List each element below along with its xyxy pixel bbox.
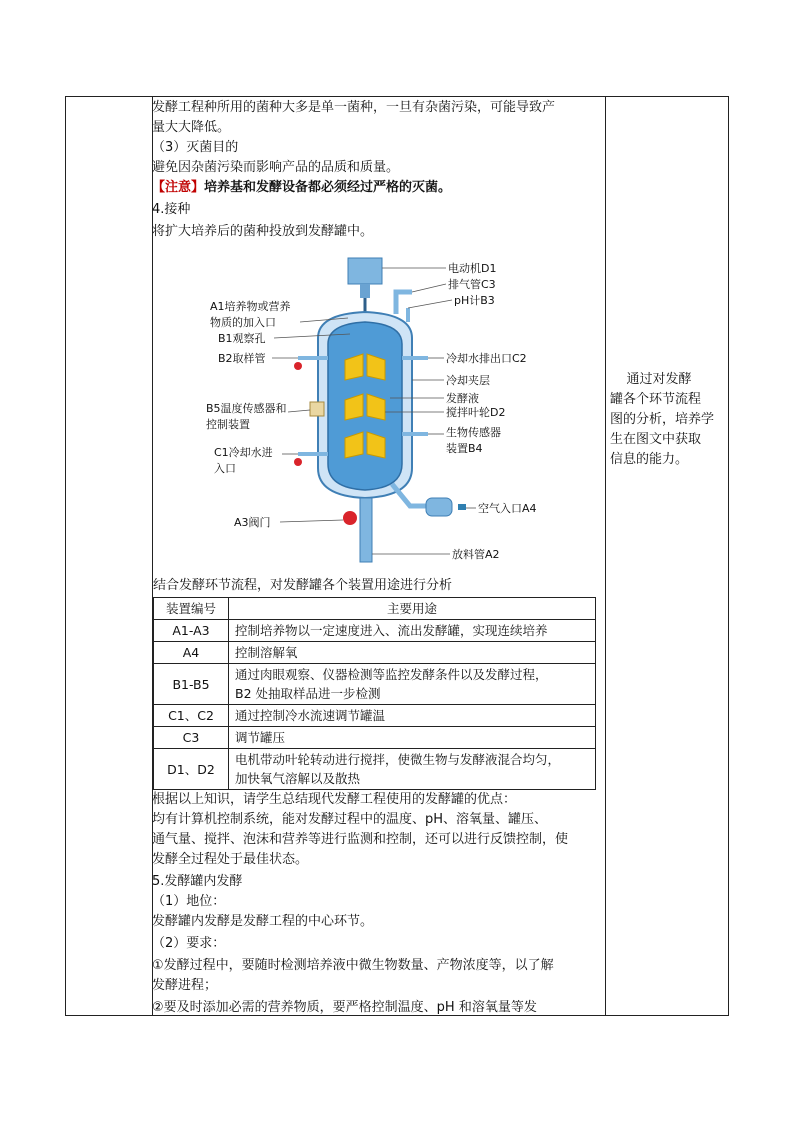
table-row <box>154 664 596 705</box>
table-cell-use: 控制培养物以一定速度进入、流出发酵罐，实现连续培养 <box>229 620 596 642</box>
label-a3: A3阀门 <box>234 516 271 529</box>
table-cell-use: 电机带动叶轮转动进行搅拌，使微生物与发酵液混合均匀， 加快氧气溶解以及散热 <box>229 749 596 790</box>
cooling-inlet-valve <box>294 458 302 466</box>
label-d2: 搅拌叶轮D2 <box>446 406 506 419</box>
table-header-use: 主要用途 <box>229 598 596 620</box>
label-c1-line2: 入口 <box>214 462 236 475</box>
table-row <box>154 727 596 749</box>
device-function-table <box>153 597 596 790</box>
table-header-code: 装置编号 <box>154 598 229 620</box>
label-b2: B2取样管 <box>218 352 266 365</box>
label-b4-line2: 装置B4 <box>446 442 483 455</box>
summary-line-3: 发酵全过程处于最佳状态。 <box>152 852 309 867</box>
inoculation-text: 将扩大培养后的菌种投放到发酵罐中。 <box>152 224 374 239</box>
table-row <box>154 642 596 664</box>
position-text: 发酵罐内发酵是发酵工程的中心环节。 <box>152 914 374 929</box>
table-cell-code: B1-B5 <box>154 664 229 705</box>
sterilization-text: 避免因杂菌污染而影响产品的品质和质量。 <box>152 160 400 175</box>
table-caption: 结合发酵环节流程，对发酵罐各个装置用途进行分析 <box>153 578 453 593</box>
label-b5-line1: B5温度传感器和 <box>206 402 287 415</box>
side-note-line: 信息的能力。 <box>610 452 689 467</box>
side-note-line: 罐各个环节流程 <box>610 392 702 407</box>
label-b4-line1: 生物传感器 <box>446 426 501 439</box>
label-liquid: 发酵液 <box>446 392 479 405</box>
table-cell-code: A4 <box>154 642 229 664</box>
label-a1-line1: A1培养物或营养 <box>210 300 291 313</box>
label-b3: pH计B3 <box>454 294 495 307</box>
label-a2: 放料管A2 <box>452 548 500 561</box>
a3-valve-icon <box>343 511 357 525</box>
label-a4: 空气入口A4 <box>478 502 537 515</box>
label-d1: 电动机D1 <box>448 262 497 275</box>
label-jacket: 冷却夹层 <box>446 374 490 387</box>
requirement-1-line2: 发酵进程； <box>152 978 218 993</box>
side-note-line: 通过对发酵 <box>610 372 692 387</box>
intro-line-1: 发酵工程种所用的菌种大多是单一菌种，一旦有杂菌污染，可能导致产 <box>152 100 556 115</box>
motor-icon <box>348 258 382 284</box>
table-cell-use: 通过肉眼观察、仪器检测等监控发酵条件以及发酵过程， B2 处抽取样品进一步检测 <box>229 664 596 705</box>
label-c3: 排气管C3 <box>448 278 496 291</box>
summary-line-2: 通气量、搅拌、泡沫和营养等进行监测和控制，还可以进行反馈控制，使 <box>152 832 569 847</box>
label-a1-line2: 物质的加入口 <box>210 316 276 329</box>
fermentation-liquid <box>328 322 402 490</box>
heading-position: （1）地位： <box>152 894 226 909</box>
table-cell-code: D1、D2 <box>154 749 229 790</box>
note-prefix: 【注意】 <box>152 180 205 195</box>
air-filter <box>426 498 452 516</box>
table-cell-code: C1、C2 <box>154 705 229 727</box>
table-cell-code: A1-A3 <box>154 620 229 642</box>
heading-inoculation: 4.接种 <box>152 202 191 217</box>
table-row <box>154 749 596 790</box>
heading-requirements: （2）要求： <box>152 936 226 951</box>
label-c2: 冷却水排出口C2 <box>446 352 527 365</box>
table-cell-use: 通过控制冷水流速调节罐温 <box>229 705 596 727</box>
design-intent-note <box>610 370 722 470</box>
air-pipe <box>392 484 426 506</box>
intro-line-2: 量大大降低。 <box>152 120 231 135</box>
table-row <box>154 620 596 642</box>
side-note-line: 图的分析，培养学 <box>610 412 715 427</box>
side-note-line: 生在图文中获取 <box>610 432 702 447</box>
sampling-valve <box>294 362 302 370</box>
table-header-row <box>154 598 596 620</box>
label-b5-line2: 控制装置 <box>206 418 250 431</box>
discharge-pipe <box>360 498 372 562</box>
column-divider-right <box>605 96 606 1016</box>
label-b1: B1观察孔 <box>218 332 266 345</box>
table-cell-code: C3 <box>154 727 229 749</box>
temperature-sensor <box>310 402 324 416</box>
heading-sterilization-purpose: （3）灭菌目的 <box>152 140 239 155</box>
table-cell-use: 控制溶解氧 <box>229 642 596 664</box>
summary-question: 根据以上知识，请学生总结现代发酵工程使用的发酵罐的优点： <box>152 792 517 807</box>
table-row <box>154 705 596 727</box>
summary-line-1: 均有计算机控制系统，能对发酵过程中的温度、pH、溶氧量、罐压、 <box>152 812 548 827</box>
requirement-1-line1: ①发酵过程中，要随时检测培养液中微生物数量、产物浓度等，以了解 <box>152 958 554 973</box>
note-body: 培养基和发酵设备都必须经过严格的灭菌。 <box>204 180 452 195</box>
heading-fermentation: 5.发酵罐内发酵 <box>152 874 243 889</box>
requirement-2-line1: ②要及时添加必需的营养物质，要严格控制温度、pH 和溶氧量等发 <box>152 1000 537 1015</box>
label-c1-line1: C1冷却水进 <box>214 446 273 459</box>
fermenter-diagram <box>200 252 560 572</box>
note-line <box>152 178 605 198</box>
table-cell-use: 调节罐压 <box>229 727 596 749</box>
